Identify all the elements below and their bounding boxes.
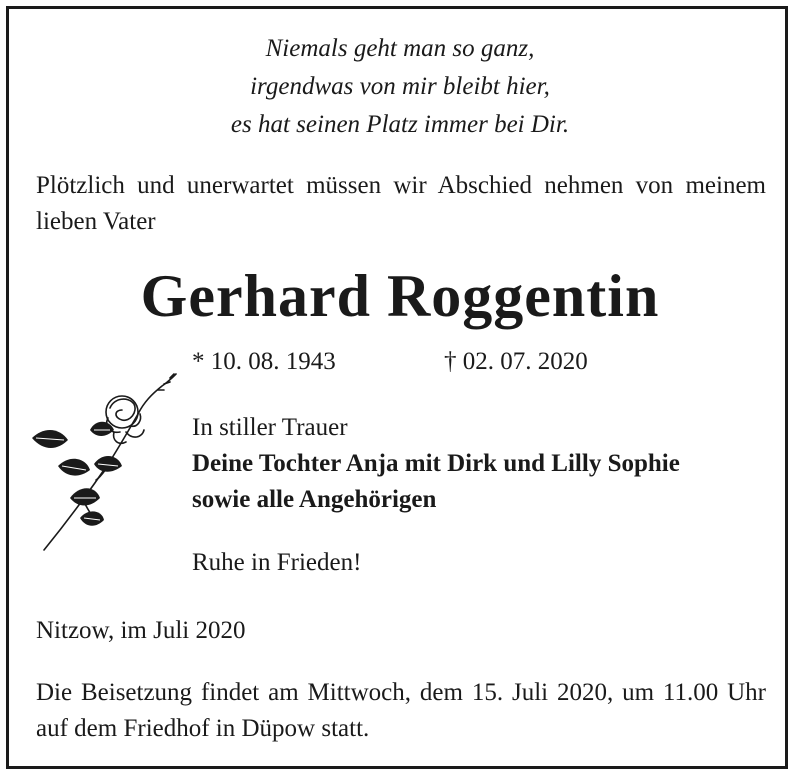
mourning-line-1: In stiller Trauer [192,414,348,441]
birth-date: * 10. 08. 1943 [192,348,336,375]
mourning-block [192,410,680,518]
farewell-text: Ruhe in Frieden! [192,549,362,576]
intro-text: Plötzlich und unerwartet müssen wir Abschied nehmen von meinem lieben Vater [36,172,766,235]
funeral-note: Die Beisetzung findet am Mittwoch, dem 15. Juli 2020, um 11.00 Uhr auf dem Friedhof in Düpow statt. [36,679,766,742]
mourning-family: Deine Tochter Anja mit Dirk und Lilly Sophie [192,450,680,477]
place-date: Nitzow, im Juli 2020 [36,617,246,644]
mourning-relatives: sowie alle Angehörigen [192,486,437,513]
rose-icon [30,368,185,558]
poem [0,30,800,144]
poem-line-3: es hat seinen Platz immer bei Dir. [230,111,570,138]
life-dates [192,345,588,379]
poem-line-1: Niemals geht man so ganz, [265,35,535,62]
deceased-name: Gerhard Roggentin [140,263,660,329]
death-date: † 02. 07. 2020 [444,348,588,375]
poem-line-2: irgendwas von mir bleibt hier, [250,73,550,100]
